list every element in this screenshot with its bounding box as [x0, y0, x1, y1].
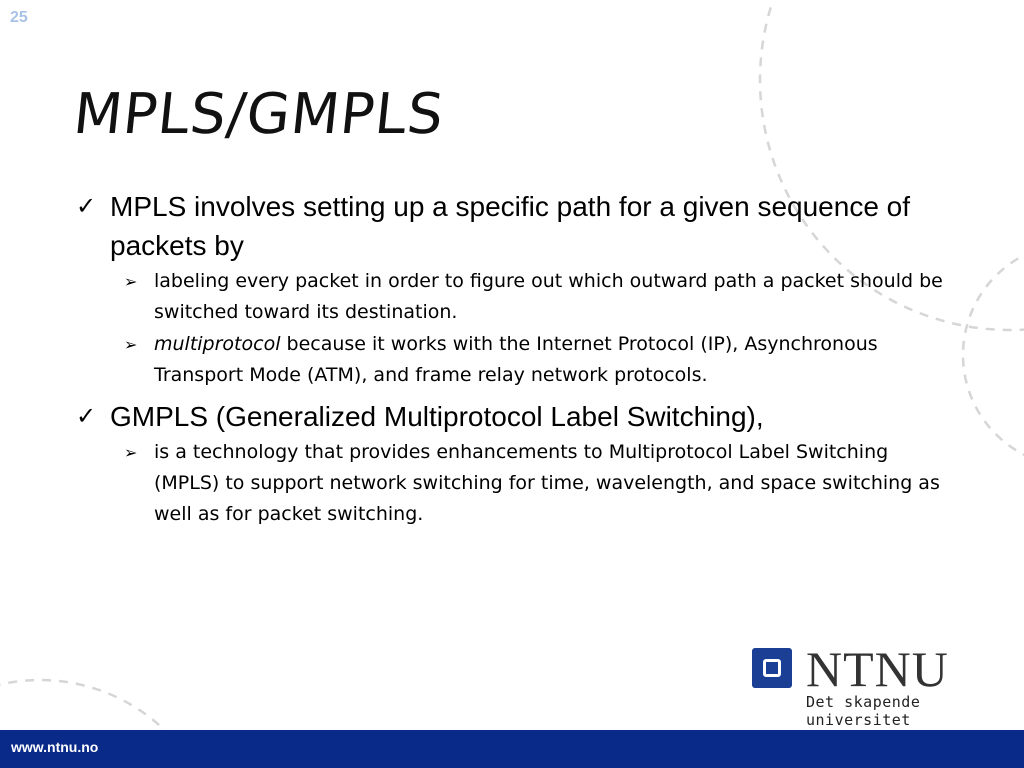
bullet-gmpls: [76, 397, 946, 436]
logo-name: NTNU: [806, 641, 949, 697]
emphasis-text: multiprotocol: [154, 333, 281, 355]
slide-title: MPLS/GMPLS: [70, 82, 448, 147]
arrow-bullet-icon: ➢: [124, 335, 138, 354]
checkmark-icon: ✓: [76, 192, 97, 220]
arrow-bullet-icon: ➢: [124, 272, 138, 291]
ntnu-logo-icon: [752, 648, 792, 688]
logo-tagline: Det skapende universitet: [806, 693, 921, 729]
sub-bullet-text: is a technology that provides enhancements to Multiprotocol Label Switching (MPLS) to support network switching for time, wavelength, and space switching as well as for packet switching.: [154, 441, 940, 525]
page-number: 25: [10, 9, 28, 26]
sub-bullet-multiprotocol: [76, 329, 946, 391]
bullet-mpls: [76, 187, 946, 265]
footer-url: www.ntnu.no: [11, 739, 99, 755]
slide-body: [76, 187, 946, 530]
bullet-text: GMPLS (Generalized Multiprotocol Label Switching),: [110, 401, 764, 432]
bullet-text: MPLS involves setting up a specific path for a given sequence of packets by: [110, 191, 911, 261]
sub-bullet-text: labeling every packet in order to figure out which outward path a packet should be switched toward its destination.: [154, 270, 943, 323]
footer-bar: [0, 730, 1024, 768]
ntnu-logo: [752, 641, 1002, 729]
sub-bullet-text: because it works with the Internet Protocol (IP), Asynchronous Transport Mode (ATM), and frame relay network protocols.: [154, 333, 878, 386]
checkmark-icon: ✓: [76, 402, 97, 430]
arrow-bullet-icon: ➢: [124, 443, 138, 462]
sub-bullet-gmpls-technology: [76, 437, 946, 530]
sub-bullet-labeling: [76, 266, 946, 328]
